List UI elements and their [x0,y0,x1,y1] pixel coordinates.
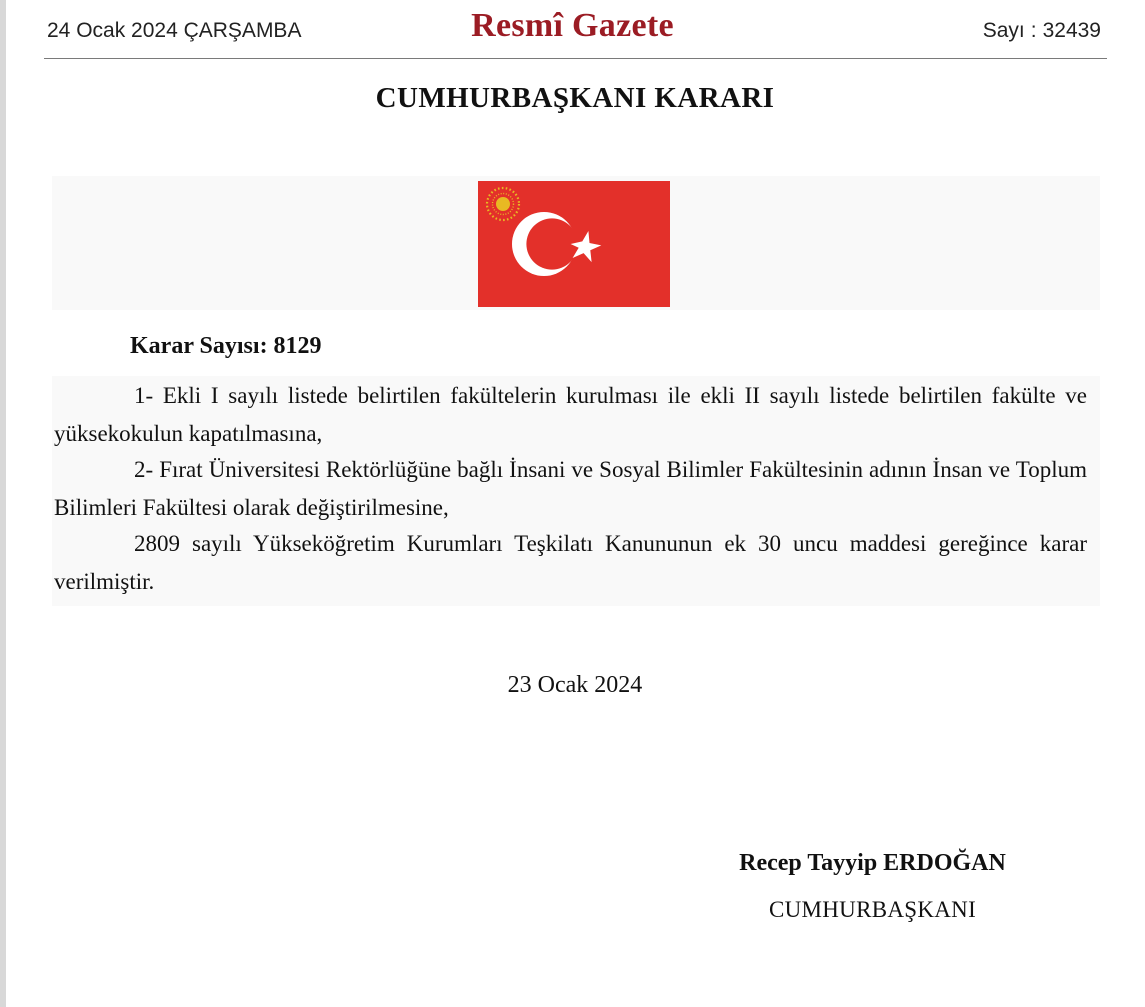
header-rule [44,58,1107,59]
header-date: 24 Ocak 2024 ÇARŞAMBA [47,19,302,42]
decision-date: 23 Ocak 2024 [507,672,643,698]
issue-label: Sayı [982,19,1025,42]
masthead-title: Resmî Gazete [471,7,674,44]
document-title: CUMHURBAŞKANI KARARI [375,82,775,114]
article-2: 2- Fırat Üniversitesi Rektörlüğüne bağlı İnsani ve Sosyal Bilimler Fakültesinin adının İnsan ve Toplum Bilimleri Fakültesi olarak değiştirilmesine, [54,457,1087,520]
decision-number: Karar Sayısı: 8129 [130,333,322,359]
issue-separator: : [1030,19,1037,42]
signatory-title: CUMHURBAŞKANI [768,897,977,922]
turkish-flag-icon [478,181,670,307]
issue-value: 32439 [1042,19,1101,42]
signatory-name: Recep Tayyip ERDOĞAN [739,850,1006,876]
article-1: 1- Ekli I sayılı listede belirtilen fakültelerin kurulması ile ekli II sayılı listede belirtilen fakülte ve yüksekokulun kapatılmasına, [54,383,1087,446]
issue-number [983,19,1101,43]
legal-basis: 2809 sayılı Yükseköğretim Kurumları Teşkilatı Kanununun ek 30 uncu maddesi gereğince karar verilmiştir. [54,531,1087,594]
